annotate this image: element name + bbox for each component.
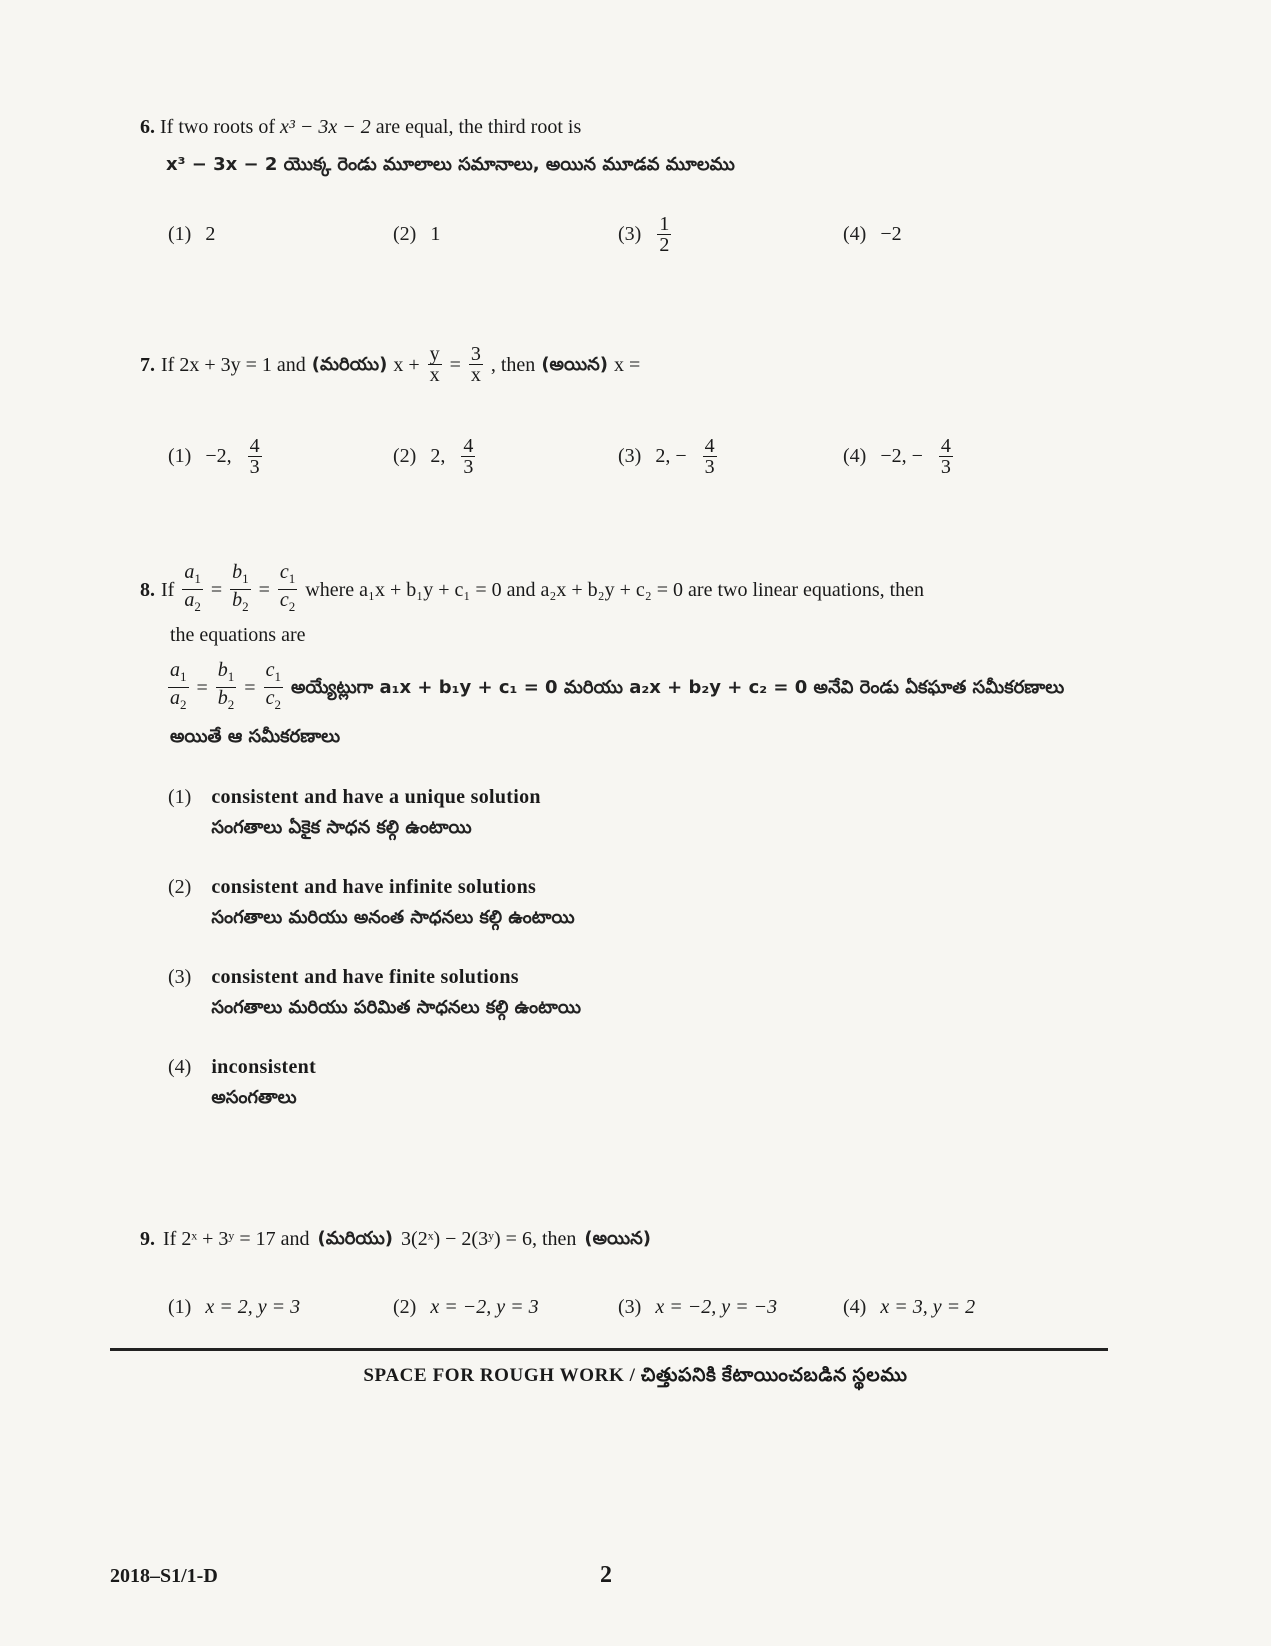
option-text: inconsistent bbox=[211, 1056, 317, 1078]
fraction bbox=[939, 436, 953, 477]
option-value: x = 3, y = 2 bbox=[880, 1296, 976, 1318]
fraction-numerator: 4 bbox=[249, 435, 260, 457]
option-1[interactable] bbox=[168, 786, 581, 842]
fraction-denominator: 3 bbox=[940, 456, 951, 478]
fraction-numerator: 4 bbox=[704, 435, 715, 457]
and-telugu: (మరియు) bbox=[311, 353, 388, 375]
question-text: x + bbox=[393, 353, 420, 376]
then-telugu: (అయిన) bbox=[584, 1228, 652, 1249]
question-8-telugu: $\frac{a_1}{a_2}$ = $\frac{b_1}{b_2}$ = $\frac{c_1}{c_2}$ అయ్యేట్లుగా a₁x + b₁y + c₁ = 0 మరియు a₂x + b₂y + c₂ = 0 అనేవి రెండు ఏకఘాత సమీకరణాలు bbox=[166, 660, 1126, 715]
option-value: 2, − bbox=[655, 445, 687, 467]
option-text: consistent and have finite solutions bbox=[211, 966, 519, 988]
option-4[interactable] bbox=[843, 223, 1068, 246]
option-label: (1) bbox=[168, 1296, 192, 1318]
fraction-denominator: x bbox=[429, 364, 440, 386]
question-telugu-text: అయ్యేట్లుగా a₁x + b₁y + c₁ = 0 మరియు a₂x + b₂y + c₂ = 0 అనేవి రెండు ఏకఘాత సమీకరణాలు bbox=[290, 676, 1065, 698]
option-2[interactable] bbox=[393, 436, 618, 477]
question-number: 8. bbox=[140, 578, 155, 601]
option-1[interactable] bbox=[168, 1296, 393, 1319]
fraction-denominator: 3 bbox=[463, 456, 474, 478]
question-text: If bbox=[161, 578, 175, 601]
question-text: If 2ˣ + 3ʸ = 17 and bbox=[163, 1228, 310, 1250]
option-3[interactable] bbox=[168, 966, 581, 1022]
option-label: (2) bbox=[393, 1296, 417, 1318]
question-6-options bbox=[168, 214, 1068, 255]
ratio-c: $\frac{c_1}{c_2}$ bbox=[279, 561, 296, 614]
fraction-numerator: 4 bbox=[463, 435, 474, 457]
option-1[interactable] bbox=[168, 436, 393, 477]
option-label: (4) bbox=[843, 1296, 867, 1318]
option-4[interactable] bbox=[168, 1056, 581, 1112]
question-text: If two roots of bbox=[160, 116, 275, 138]
option-label: (4) bbox=[843, 445, 867, 467]
option-3[interactable] bbox=[618, 1296, 843, 1319]
option-value: 1 bbox=[430, 223, 441, 245]
option-value: 2 bbox=[205, 223, 216, 245]
option-value: x = 2, y = 3 bbox=[205, 1296, 301, 1318]
and-telugu: (మరియు) bbox=[317, 1228, 394, 1249]
fraction-numerator: 1 bbox=[659, 213, 670, 235]
option-label: (2) bbox=[393, 223, 417, 245]
option-label: (1) bbox=[168, 786, 192, 808]
rough-work-label: SPACE FOR ROUGH WORK / చిత్తుపనికి కేటాయించబడిన స్థలము bbox=[363, 1365, 908, 1386]
fraction bbox=[248, 436, 262, 477]
question-text: where a₁x + b₁y + c₁ = 0 and a₂x + b₂y + c₂ = 0 are two linear equations, then bbox=[305, 578, 925, 601]
ratio-b: $\frac{b_1}{b_2}$ bbox=[232, 561, 249, 614]
question-8: 8. If $\frac{a_1}{a_2}$ = $\frac{b_1}{b_2}$ = $\frac{c_1}{c_2}$ where a₁x + b₁y + c₁ = 0 and a₂x + b₂y + c₂ = 0 are two linear equations, then bbox=[140, 562, 1120, 617]
question-9 bbox=[140, 1226, 651, 1252]
page-number: 2 bbox=[600, 1562, 612, 1588]
paper-code: 2018–S1/1-D bbox=[110, 1565, 218, 1587]
fraction-denominator: x bbox=[470, 364, 481, 386]
question-text: If 2x + 3y = 1 and bbox=[161, 353, 306, 376]
fraction bbox=[461, 436, 475, 477]
fraction-denominator: 2 bbox=[659, 234, 670, 256]
equals-sign: = bbox=[449, 353, 461, 376]
question-8-telugu-last: అయితే ఆ సమీకరణాలు bbox=[170, 726, 341, 747]
rough-work-divider bbox=[110, 1348, 1108, 1351]
question-number: 6. bbox=[140, 116, 155, 138]
option-telugu: అసంగతాలు bbox=[211, 1087, 297, 1108]
option-value: 2, bbox=[430, 445, 446, 467]
option-label: (2) bbox=[393, 445, 417, 467]
ratio-b: $\frac{b_1}{b_2}$ bbox=[217, 659, 235, 712]
ratio-c: $\frac{c_1}{c_2}$ bbox=[265, 659, 281, 712]
question-text: 3(2ˣ) − 2(3ʸ) = 6, then bbox=[401, 1228, 577, 1250]
option-2[interactable] bbox=[393, 1296, 618, 1319]
question-text: are equal, the third root is bbox=[375, 116, 582, 138]
option-2[interactable] bbox=[393, 223, 618, 246]
question-6 bbox=[140, 114, 581, 140]
question-number: 9. bbox=[140, 1228, 155, 1250]
option-4[interactable] bbox=[843, 1296, 1068, 1319]
option-1[interactable] bbox=[168, 223, 393, 246]
option-label: (1) bbox=[168, 445, 192, 467]
question-text: , then bbox=[490, 353, 536, 376]
option-label: (3) bbox=[168, 966, 192, 988]
option-value: −2 bbox=[880, 223, 902, 245]
question-6-telugu: x³ − 3x − 2 యొక్క రెండు మూలాలు సమానాలు, అయిన మూడవ మూలము bbox=[166, 154, 735, 175]
option-value: x = −2, y = −3 bbox=[655, 1296, 778, 1318]
question-number: 7. bbox=[140, 353, 155, 376]
question-7 bbox=[140, 344, 640, 385]
option-label: (4) bbox=[843, 223, 867, 245]
option-label: (2) bbox=[168, 876, 192, 898]
option-label: (1) bbox=[168, 223, 192, 245]
fraction-numerator: 4 bbox=[940, 435, 951, 457]
fraction bbox=[428, 344, 442, 385]
question-8-options bbox=[168, 786, 581, 1146]
option-telugu: సంగతాలు ఏకైక సాధన కల్గి ఉంటాయి bbox=[211, 817, 472, 838]
option-label: (3) bbox=[618, 445, 642, 467]
question-9-options bbox=[168, 1296, 1068, 1319]
ratio-a: $\frac{a_1}{a_2}$ bbox=[170, 659, 187, 712]
fraction-numerator: 3 bbox=[470, 343, 481, 365]
then-telugu: (అయిన) bbox=[541, 353, 608, 375]
option-telugu: సంగతాలు మరియు అనంత సాధనలు కల్గి ఉంటాయి bbox=[211, 907, 575, 928]
option-telugu: సంగతాలు మరియు పరిమిత సాధనలు కల్గి ఉంటాయి bbox=[211, 997, 581, 1018]
option-text: consistent and have a unique solution bbox=[211, 786, 541, 808]
fraction bbox=[657, 214, 671, 255]
option-value: −2, − bbox=[880, 445, 923, 467]
question-7-options bbox=[168, 436, 1068, 477]
option-3[interactable] bbox=[618, 436, 843, 477]
fraction-numerator: y bbox=[429, 343, 440, 365]
option-label: (3) bbox=[618, 223, 642, 245]
option-4[interactable] bbox=[843, 436, 1068, 477]
fraction-denominator: 3 bbox=[704, 456, 715, 478]
question-expression: x³ − 3x − 2 bbox=[279, 116, 371, 138]
fraction bbox=[703, 436, 717, 477]
fraction bbox=[469, 344, 483, 385]
option-label: (3) bbox=[618, 1296, 642, 1318]
option-label: (4) bbox=[168, 1056, 192, 1078]
option-value: x = −2, y = 3 bbox=[430, 1296, 539, 1318]
option-value: −2, bbox=[205, 445, 232, 467]
question-8-line2: the equations are bbox=[170, 624, 306, 646]
option-2[interactable] bbox=[168, 876, 581, 932]
ratio-a: $\frac{a_1}{a_2}$ bbox=[184, 561, 201, 614]
question-text: x = bbox=[613, 353, 641, 376]
option-text: consistent and have infinite solutions bbox=[211, 876, 537, 898]
fraction-denominator: 3 bbox=[249, 456, 260, 478]
option-3[interactable] bbox=[618, 214, 843, 255]
